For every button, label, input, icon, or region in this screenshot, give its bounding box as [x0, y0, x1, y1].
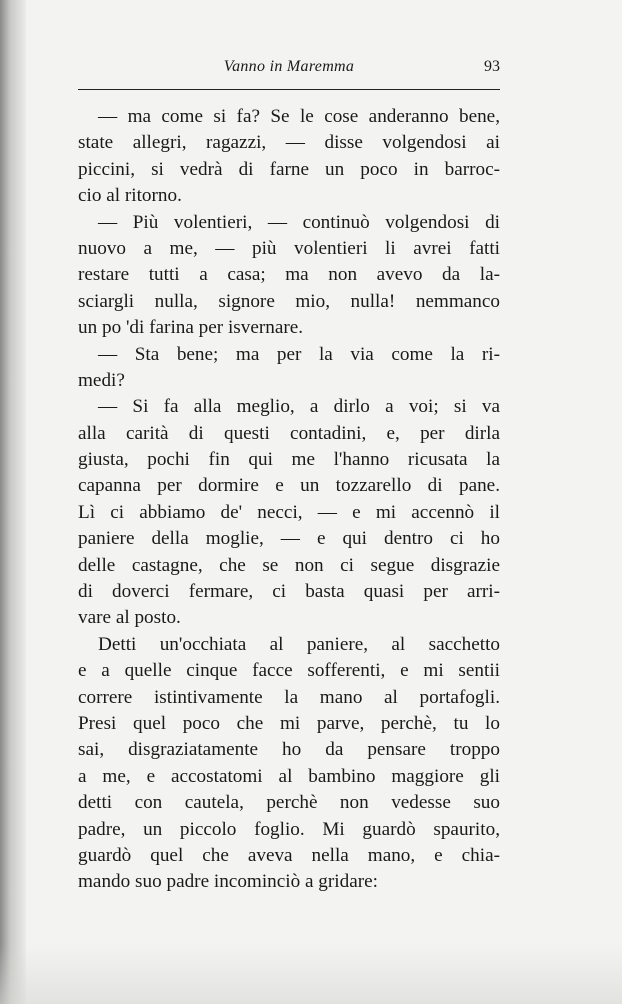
page-bottom-shadow	[0, 944, 622, 1004]
text-line: correre istintivamente la mano al portafogli.	[78, 686, 500, 708]
page-header	[78, 58, 500, 84]
text-line: e a quelle cinque facce sofferenti, e mi sentii	[78, 660, 500, 682]
text-line: — Sta bene; ma per la via come la ri-	[98, 343, 500, 365]
text-line: di doverci fermare, ci basta quasi per arri-	[78, 581, 500, 603]
text-line: padre, un piccolo foglio. Mi guardò spaurito,	[78, 818, 500, 840]
page-gutter-shadow	[0, 0, 26, 1004]
text-line: alla carità di questi contadini, e, per dirla	[78, 422, 500, 444]
text-line: — Si fa alla meglio, a dirlo a voi; si va	[98, 396, 500, 418]
text-line: vare al posto.	[78, 607, 181, 629]
text-line: restare tutti a casa; ma non avevo da la-	[78, 264, 500, 286]
text-line: — ma come si fa? Se le cose anderanno bene,	[98, 106, 500, 127]
text-line: sciargli nulla, signore mio, nulla! nemmanco	[78, 290, 500, 312]
text-line: detti con cautela, perchè non vedesse suo	[78, 792, 500, 814]
text-line: cio al ritorno.	[78, 185, 182, 207]
text-line: nuovo a me, — più volentieri li avrei fatti	[78, 237, 500, 259]
page-number: 93	[484, 58, 500, 75]
text-line: un po 'di farina per isvernare.	[78, 317, 304, 339]
text-line: guardò quel che aveva nella mano, e chia-	[78, 844, 500, 866]
text-line: piccini, si vedrà di farne un poco in barroc-	[78, 158, 500, 180]
text-line: mando suo padre incominciò a gridare:	[78, 871, 378, 893]
header-rule	[78, 89, 500, 90]
text-line: giusta, pochi fin qui me l'hanno ricusata la	[78, 449, 500, 471]
text-line: state allegri, ragazzi, — disse volgendosi ai	[78, 132, 500, 154]
text-line: paniere della moglie, — e qui dentro ci ho	[78, 528, 500, 550]
text-line: capanna per dormire e un tozzarello di pane.	[78, 475, 500, 497]
text-line: delle castagne, che se non ci segue disgrazie	[78, 554, 500, 576]
text-line: medi?	[78, 369, 125, 391]
text-line: Lì ci abbiamo de' necci, — e mi accennò il	[78, 501, 500, 523]
text-line: Presi quel poco che mi parve, perchè, tu lo	[78, 712, 500, 734]
text-line: Detti un'occhiata al paniere, al sacchetto	[98, 633, 500, 655]
text-line: sai, disgraziatamente ho da pensare troppo	[78, 739, 500, 761]
text-line: — Più volentieri, — continuò volgendosi di	[98, 211, 500, 233]
text-line: a me, e accostatomi al bambino maggiore gli	[78, 765, 500, 787]
running-title: Vanno in Maremma	[223, 58, 355, 75]
body-text	[78, 104, 500, 896]
